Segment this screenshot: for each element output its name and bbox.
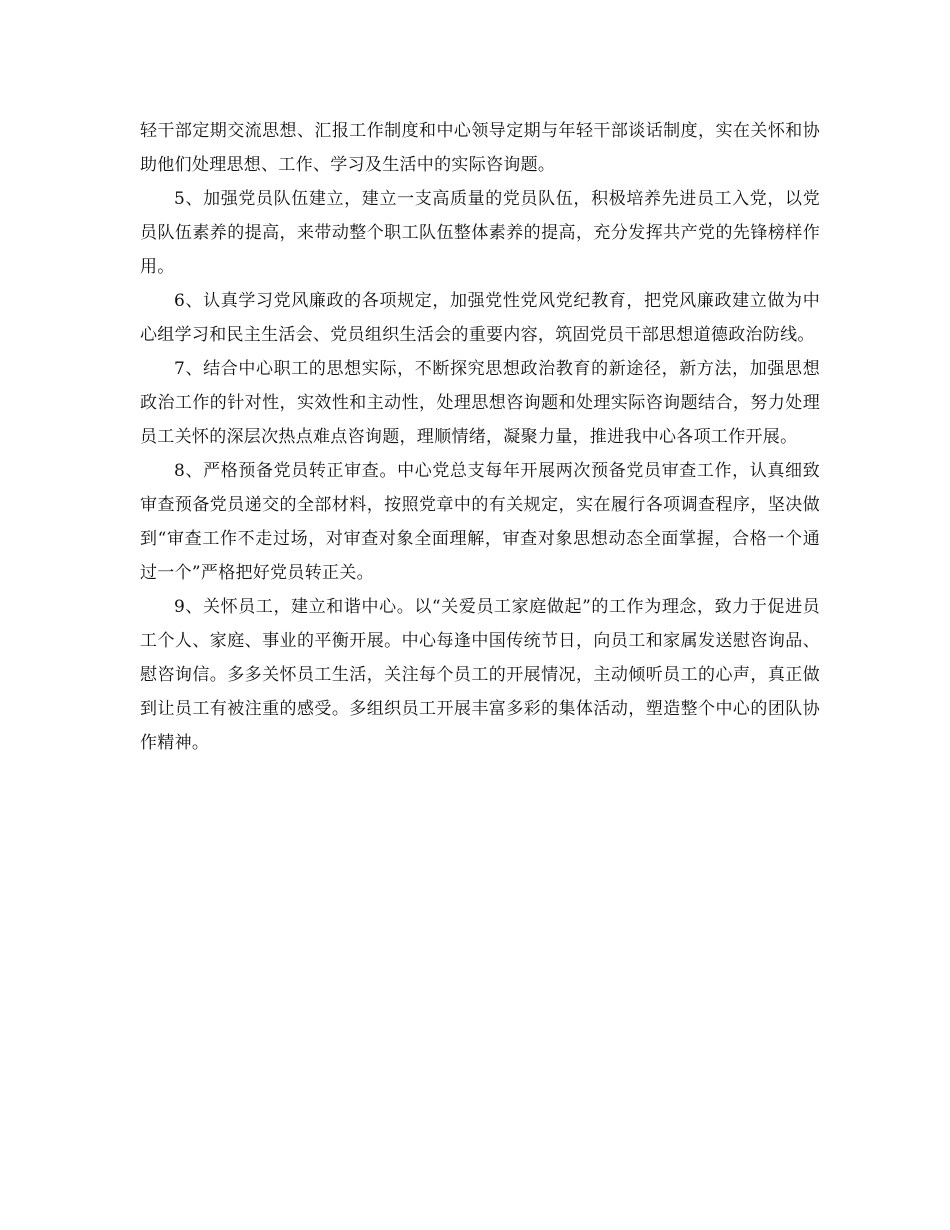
paragraph-item-5: 5、加强党员队伍建立，建立一支高质量的党员队伍，积极培养先进员工入党，以党员队伍素养的提高，来带动整个职工队伍整体素养的提高，充分发挥共产党的先锋榜样作用。 bbox=[140, 189, 820, 277]
paragraph-item-9: 9、关怀员工，建立和谐中心。以“关爱员工家庭做起”的工作为理念，致力于促进员工个人、家庭、事业的平衡开展。中心每逢中国传统节日，向员工和家属发送慰咨询品、慰咨询信。多多关怀员工生活，关注每个员工的开展情况，主动倾听员工的心声，真正做到让员工有被注重的感受。多组织员工开展丰富多彩的集体活动，塑造整个中心的团队协作精神。 bbox=[140, 597, 820, 753]
paragraph-item-6: 6、认真学习党风廉政的各项规定，加强党性党风党纪教育，把党风廉政建立做为中心组学习和民主生活会、党员组织生活会的重要内容，筑固党员干部思想道德政治防线。 bbox=[140, 291, 820, 345]
paragraph-continuation: 轻干部定期交流思想、汇报工作制度和中心领导定期与年轻干部谈话制度，实在关怀和协助他们处理思想、工作、学习及生活中的实际咨询题。 bbox=[140, 121, 820, 175]
paragraph-item-8: 8、严格预备党员转正审查。中心党总支每年开展两次预备党员审查工作，认真细致审查预备党员递交的全部材料，按照党章中的有关规定，实在履行各项调查程序，坚决做到“审查工作不走过场，对审查对象全面理解，审查对象思想动态全面掌握，合格一个通过一个”严格把好党员转正关。 bbox=[140, 461, 820, 583]
document-body bbox=[140, 114, 820, 760]
paragraph-item-7: 7、结合中心职工的思想实际，不断探究思想政治教育的新途径，新方法，加强思想政治工作的针对性，实效性和主动性，处理思想咨询题和处理实际咨询题结合，努力处理员工关怀的深层次热点难点咨询题，理顺情绪，凝聚力量，推进我中心各项工作开展。 bbox=[140, 359, 820, 447]
